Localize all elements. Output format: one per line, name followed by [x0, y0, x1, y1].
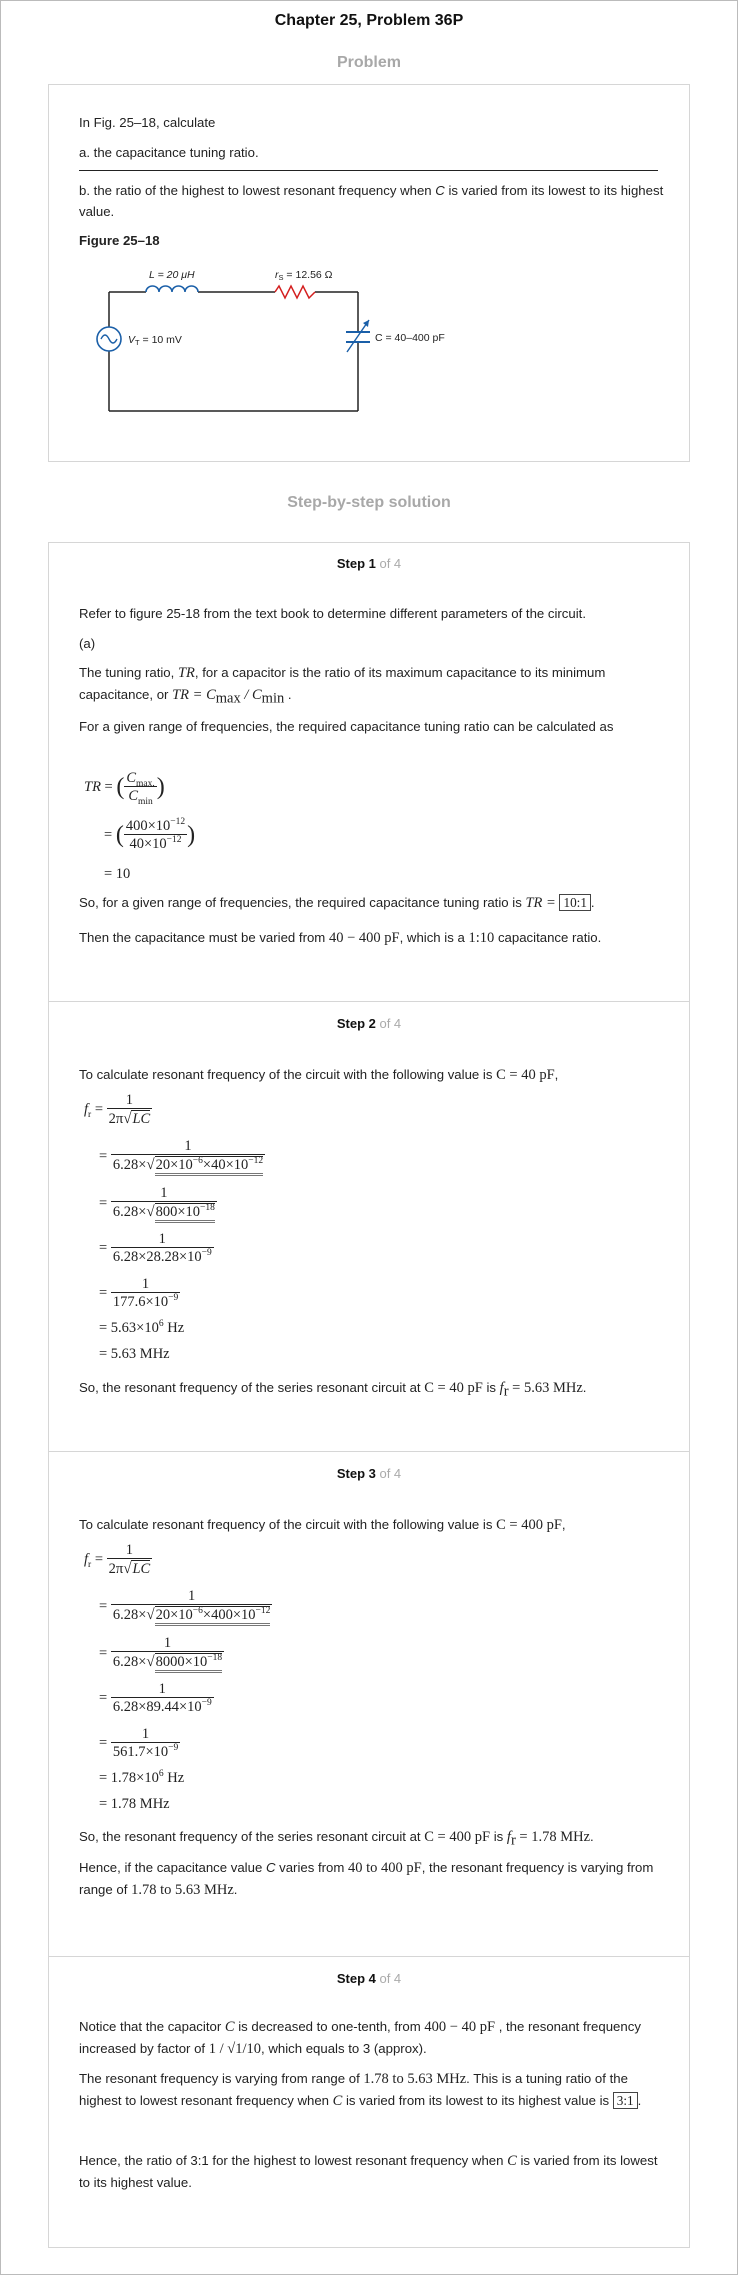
- resistor-symbol: [275, 286, 315, 298]
- step-2-p2: So, the resonant frequency of the series resonant circuit at C = 40 pF is $f_r = 5.63$ MHz.: [79, 1380, 587, 1400]
- step-2-eq-line5: = $\frac{1}{177.6\times 10^{-9}}$: [99, 1276, 179, 1310]
- step-4-heading: Step 4 of 4: [336, 1971, 402, 1986]
- step-divider-1: [48, 1001, 690, 1002]
- step-2-eq-line1: $f_r$ = $\frac{1}{2\pi√LC}$: [84, 1092, 151, 1127]
- step-2-eq-line4: = $\frac{1}{6.28\times 28.28\times 10^{-9}}$: [99, 1231, 212, 1265]
- page-title: Chapter 25, Problem 36P: [274, 12, 464, 29]
- step-1-answer-box: 10:1: [559, 894, 590, 911]
- step-2-eq-line7: = 5.63 MHz: [99, 1346, 170, 1362]
- step-3-eq-line6: = $1.78\times 10^6$ Hz: [99, 1769, 185, 1786]
- step-2-eq-line3: = $\frac{1}{6.28\times√800\times 10^{-18}}$: [99, 1185, 217, 1223]
- step-4-answer-box: 3:1: [613, 2092, 638, 2109]
- step-4-p1: Notice that the capacitor C is decreased to one-tenth, from 400 − 40 pF , the resonant frequency increased by factor of 1 / √1/10, which equals to 3 (approx).: [79, 2019, 641, 2057]
- step-1-eq-result: = 10: [104, 866, 131, 882]
- circuit-figure: [79, 262, 479, 422]
- step-1-p3: The tuning ratio, TR, for a capacitor is the ratio of its maximum capacitance to its minimum capacitance, or TR = $C_{max} / C_{min}$ .: [79, 665, 606, 707]
- step-3-eq-line4: = $\frac{1}{6.28\times 89.44\times 10^{-9}}$: [99, 1681, 212, 1715]
- step-3-eq-line3: = $\frac{1}{6.28\times√8000\times 10^{-18}}$: [99, 1635, 224, 1673]
- step-1-eq-line2: = ( $\frac{400\times 10^{-12}}{40\times 10^{-12}}$ ): [104, 817, 196, 852]
- problem-intro: In Fig. 25–18, calculate: [79, 115, 216, 130]
- problem-part-a: a. the capacitance tuning ratio.: [79, 145, 259, 160]
- step-3-eq-line7: = 1.78 MHz: [99, 1796, 170, 1812]
- figure-title: Figure 25–18: [79, 233, 160, 248]
- inductor-label: L = 20 μH: [149, 269, 195, 281]
- step-2-eq-line2: = $\frac{1}{6.28\times√20\times 10^{-6}\times 40\times 10^{-12}}$: [99, 1138, 265, 1176]
- step-2-eq-line6: = $5.63\times 10^6$ Hz: [99, 1319, 185, 1336]
- step-3-p2: So, the resonant frequency of the series resonant circuit at C = 400 pF is $f_r = 1.78$ MHz.: [79, 1829, 594, 1849]
- step-3-eq-line5: = $\frac{1}{561.7\times 10^{-9}}$: [99, 1726, 179, 1760]
- step-divider-3: [48, 1956, 690, 1957]
- step-3-p3: Hence, if the capacitance value C varies from 40 to 400 pF, the resonant frequency is varying from range of 1.78 to 5.63 MHz.: [79, 1860, 654, 1898]
- step-1-p1: Refer to figure 25-18 from the text book to determine different parameters of the circuit.: [79, 606, 586, 621]
- step-divider-2: [48, 1451, 690, 1452]
- step-1-p6: Then the capacitance must be varied from 40 − 400 pF, which is a 1:10 capacitance ratio.: [79, 930, 602, 946]
- step-2-p1: To calculate resonant frequency of the circuit with the following value is C = 40 pF,: [79, 1067, 559, 1083]
- step-4-p2: The resonant frequency is varying from range of 1.78 to 5.63 MHz. This is a tuning ratio of the highest to lowest resonant frequency when C is varied from its lowest to its highest value is 3:1 .: [79, 2071, 642, 2109]
- step-1-p4: For a given range of frequencies, the required capacitance tuning ratio can be calculated as: [79, 719, 614, 734]
- problem-part-b: b. the ratio of the highest to lowest resonant frequency when C is varied from its lowest to its highest value.: [79, 183, 664, 219]
- step-2-heading: Step 2 of 4: [336, 1016, 402, 1031]
- step-3-p1: To calculate resonant frequency of the circuit with the following value is C = 400 pF,: [79, 1517, 566, 1533]
- step-3-eq-line2: = $\frac{1}{6.28\times√20\times 10^{-6}\times 400\times 10^{-12}}$: [99, 1588, 272, 1626]
- ac-source-wave: [101, 335, 117, 343]
- capacitor-arrow-head: [363, 320, 369, 327]
- capacitor-label: C = 40–400 pF: [375, 332, 445, 344]
- step-1-heading: Step 1 of 4: [336, 556, 402, 571]
- step-3-heading: Step 3 of 4: [336, 1466, 402, 1481]
- solution-heading: Step-by-step solution: [287, 494, 451, 511]
- resistor-label: rS = 12.56 Ω: [275, 269, 333, 282]
- source-label: VT = 10 mV: [128, 334, 182, 347]
- inductor-symbol: [146, 286, 198, 292]
- step-1-p5: So, for a given range of frequencies, the required capacitance tuning ratio is TR = 10:1 .: [79, 895, 595, 911]
- step-3-eq-line1: $f_r$ = $\frac{1}{2\pi√LC}$: [84, 1542, 151, 1577]
- step-1-eq-line1: TR = ( $\frac{C_{max.}}{C_{min}}$ ): [84, 770, 165, 807]
- circuit-diagram: [79, 262, 479, 422]
- step-4-p3: Hence, the ratio of 3:1 for the highest to lowest resonant frequency when C is varied from its lowest to its highest value.: [79, 2153, 658, 2190]
- problem-heading: Problem: [336, 54, 401, 71]
- step-1-p2: (a): [79, 636, 96, 651]
- problem-rule: [79, 170, 658, 171]
